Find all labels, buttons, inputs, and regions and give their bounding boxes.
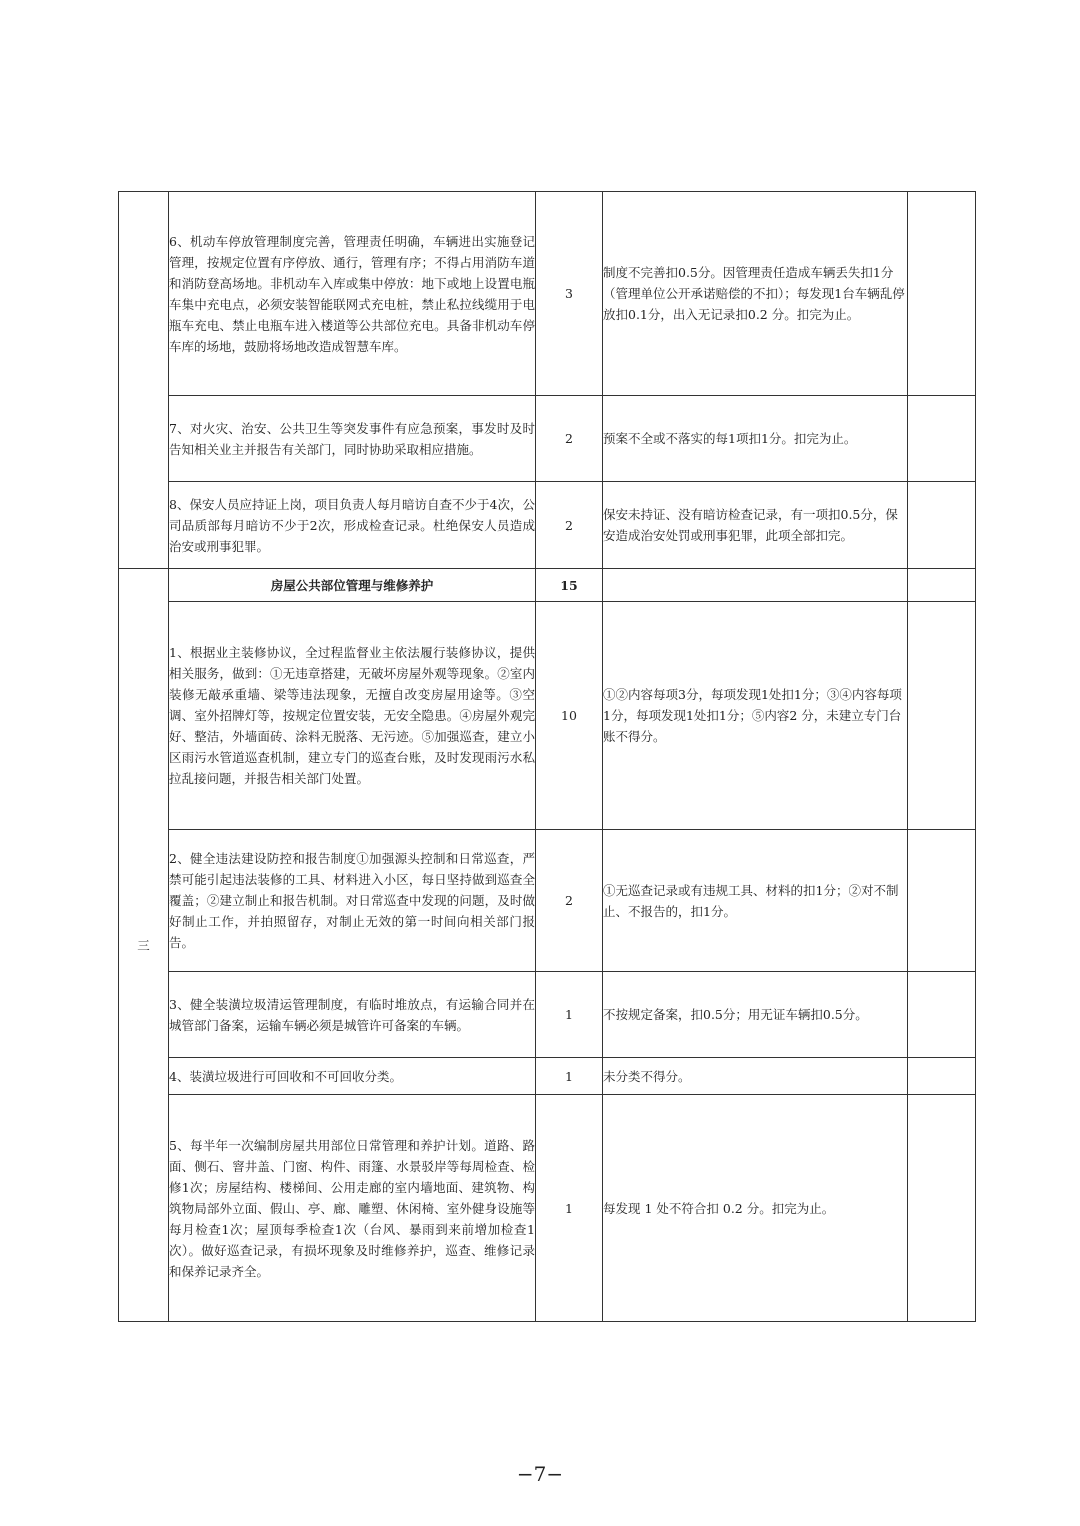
item-score: 2: [536, 482, 603, 569]
result-cell: [908, 192, 976, 396]
deduction-rule: ①②内容每项3分，每项发现1处扣1分；③④内容每项1分，每项发现1处扣1分；⑤内容2 分，未建立专门台账不得分。: [603, 602, 908, 830]
item-score: 1: [536, 1058, 603, 1095]
result-cell: [908, 482, 976, 569]
table-row: [119, 830, 976, 972]
table-row: [119, 1095, 976, 1322]
item-content: 5、每半年一次编制房屋共用部位日常管理和养护计划。道路、路面、侧石、窨井盖、门窗、构件、雨篷、水景驳岸等每周检查、检修1次；房屋结构、楼梯间、公用走廊的室内墙地面、建筑物、构筑物局部外立面、假山、亭、廊、雕塑、休闲椅、室外健身设施等每月检查1次；屋顶每季检查1次（台风、暴雨到来前增加检查1次）。做好巡查记录，有损坏现象及时维修养护，巡查、维修记录和保养记录齐全。: [169, 1095, 536, 1322]
section-title: 房屋公共部位管理与维修养护: [169, 569, 536, 602]
scoring-table: [118, 191, 976, 1322]
section-number-cell: [119, 192, 169, 569]
item-score: 2: [536, 396, 603, 482]
deduction-rule: ①无巡查记录或有违规工具、材料的扣1分；②对不制止、不报告的，扣1分。: [603, 830, 908, 972]
table-row: [119, 1058, 976, 1095]
result-cell: [908, 830, 976, 972]
item-score: 2: [536, 830, 603, 972]
item-score: 10: [536, 602, 603, 830]
deduction-rule: 保安未持证、没有暗访检查记录，有一项扣0.5分，保安造成治安处罚或刑事犯罪，此项全部扣完。: [603, 482, 908, 569]
table-row: [119, 482, 976, 569]
table-row: [119, 972, 976, 1058]
item-content: 1、根据业主装修协议，全过程监督业主依法履行装修协议，提供相关服务，做到：①无违章搭建，无破坏房屋外观等现象。②室内装修无敲承重墙、梁等违法现象，无擅自改变房屋用途等。③空调、室外招牌灯等，按规定位置安装，无安全隐患。④房屋外观完好、整洁，外墙面砖、涂料无脱落、无污迹。⑤加强巡查，建立小区雨污水管道巡查机制，建立专门的巡查台账，及时发现雨污水私拉乱接问题，并报告相关部门处置。: [169, 602, 536, 830]
item-score: 3: [536, 192, 603, 396]
table-row: [119, 396, 976, 482]
item-content: 7、对火灾、治安、公共卫生等突发事件有应急预案，事发时及时告知相关业主并报告有关部门，同时协助采取相应措施。: [169, 396, 536, 482]
item-content: 3、健全装潢垃圾清运管理制度，有临时堆放点，有运输合同并在城管部门备案，运输车辆必须是城管许可备案的车辆。: [169, 972, 536, 1058]
item-content: 2、健全违法建设防控和报告制度①加强源头控制和日常巡查，严禁可能引起违法装修的工具、材料进入小区，每日坚持做到巡查全覆盖；②建立制止和报告机制。对日常巡查中发现的问题，及时做好制止工作，并拍照留存，对制止无效的第一时间向相关部门报告。: [169, 830, 536, 972]
page-number: −7−: [516, 1462, 564, 1486]
table-row: [119, 602, 976, 830]
item-score: 1: [536, 1095, 603, 1322]
item-content: 6、机动车停放管理制度完善，管理责任明确，车辆进出实施登记管理，按规定位置有序停放、通行，管理有序；不得占用消防车道和消防登高场地。非机动车入库或集中停放：地下或地上设置电瓶车集中充电点，必须安装智能联网式充电桩，禁止私拉线缆用于电瓶车充电、禁止电瓶车进入楼道等公共部位充电。具备非机动车停车库的场地，鼓励将场地改造成智慧车库。: [169, 192, 536, 396]
empty-cell: [603, 569, 908, 602]
result-cell: [908, 1058, 976, 1095]
deduction-rule: 每发现 1 处不符合扣 0.2 分。扣完为止。: [603, 1095, 908, 1322]
deduction-rule: 制度不完善扣0.5分。因管理责任造成车辆丢失扣1分（管理单位公开承诺赔偿的不扣）；每发现1台车辆乱停放扣0.1分，出入无记录扣0.2 分。扣完为止。: [603, 192, 908, 396]
section-score: 15: [536, 569, 603, 602]
item-content: 4、装潢垃圾进行可回收和不可回收分类。: [169, 1058, 536, 1095]
result-cell: [908, 602, 976, 830]
table-row: [119, 192, 976, 396]
item-content: 8、保安人员应持证上岗，项目负责人每月暗访自查不少于4次，公司品质部每月暗访不少于2次，形成检查记录。杜绝保安人员造成治安或刑事犯罪。: [169, 482, 536, 569]
deduction-rule: 未分类不得分。: [603, 1058, 908, 1095]
result-cell: [908, 396, 976, 482]
section-header-row: [119, 569, 976, 602]
section-number: 三: [119, 569, 169, 1322]
empty-cell: [908, 569, 976, 602]
item-score: 1: [536, 972, 603, 1058]
result-cell: [908, 1095, 976, 1322]
result-cell: [908, 972, 976, 1058]
deduction-rule: 不按规定备案，扣0.5分；用无证车辆扣0.5分。: [603, 972, 908, 1058]
deduction-rule: 预案不全或不落实的每1项扣1分。扣完为止。: [603, 396, 908, 482]
